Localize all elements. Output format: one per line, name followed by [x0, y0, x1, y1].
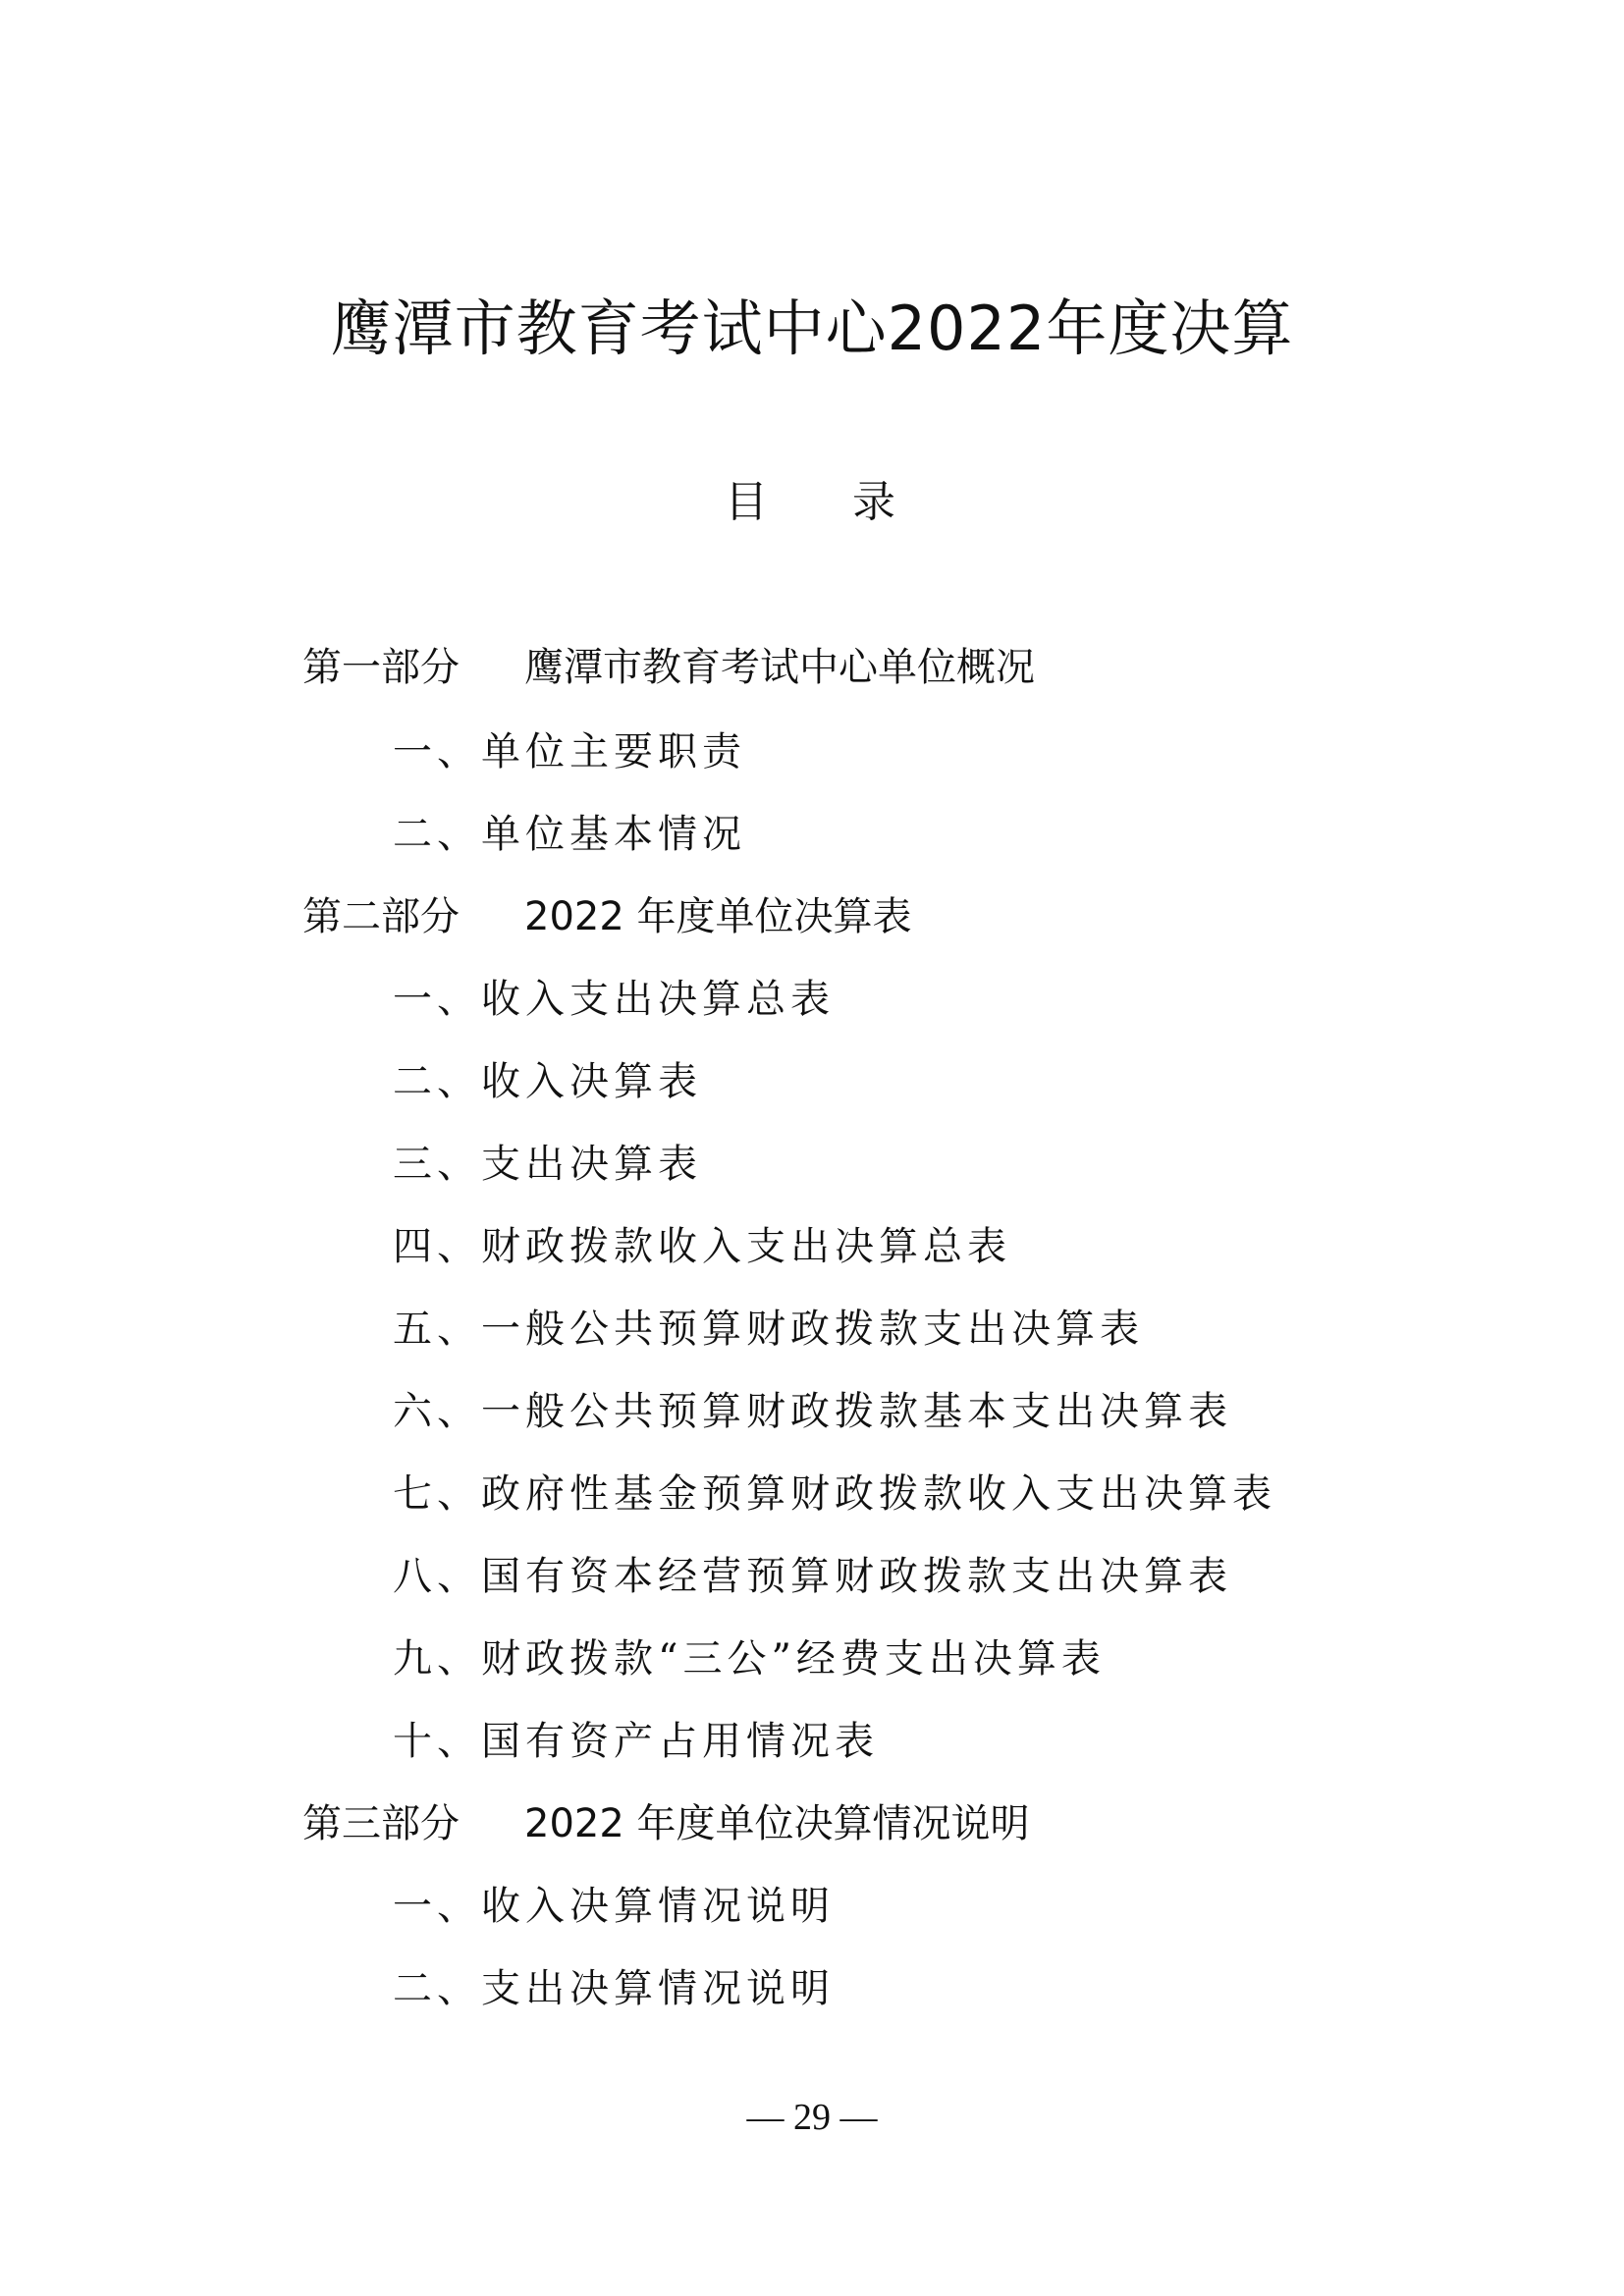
toc-item: 四、财政拨款收入支出决算总表: [393, 1224, 1011, 1269]
toc-item: 七、政府性基金预算财政拨款收入支出决算表: [393, 1471, 1276, 1517]
toc-item: 六、一般公共预算财政拨款基本支出决算表: [393, 1389, 1232, 1434]
toc-part-label: 第三部分: [302, 1801, 460, 1846]
toc-item: 九、财政拨款“三公”经费支出决算表: [393, 1636, 1106, 1682]
toc-item: 二、支出决算情况说明: [393, 1966, 835, 2011]
toc-item: 三、支出决算表: [393, 1142, 702, 1187]
toc-part-title: 鹰潭市教育考试中心单位概况: [524, 645, 1035, 690]
document-title: 鹰潭市教育考试中心2022年度决算: [330, 293, 1294, 364]
toc-part-1: [302, 640, 1035, 695]
page-number: — 29 —: [746, 2097, 878, 2138]
toc-part-3: [302, 1796, 1030, 1851]
toc-item: 十、国有资产占用情况表: [393, 1719, 879, 1764]
toc-part-label: 第二部分: [302, 894, 460, 939]
toc-item: 一、收入决算情况说明: [393, 1884, 835, 1929]
toc-item: 八、国有资本经营预算财政拨款支出决算表: [393, 1554, 1232, 1599]
toc-part-title: 2022 年度单位决算表: [524, 894, 912, 939]
toc-item: 二、单位基本情况: [393, 812, 746, 857]
toc-item: 一、单位主要职责: [393, 729, 746, 774]
toc-part-label: 第一部分: [302, 645, 460, 690]
toc-heading-char-1: 目: [725, 477, 772, 527]
toc-item: 一、收入支出决算总表: [393, 977, 835, 1022]
toc-part-2: [302, 889, 912, 944]
toc-part-title: 2022 年度单位决算情况说明: [524, 1801, 1030, 1846]
toc-heading-char-2: 录: [852, 477, 899, 527]
toc-item: 二、收入决算表: [393, 1059, 702, 1104]
toc-item: 五、一般公共预算财政拨款支出决算表: [393, 1307, 1144, 1352]
